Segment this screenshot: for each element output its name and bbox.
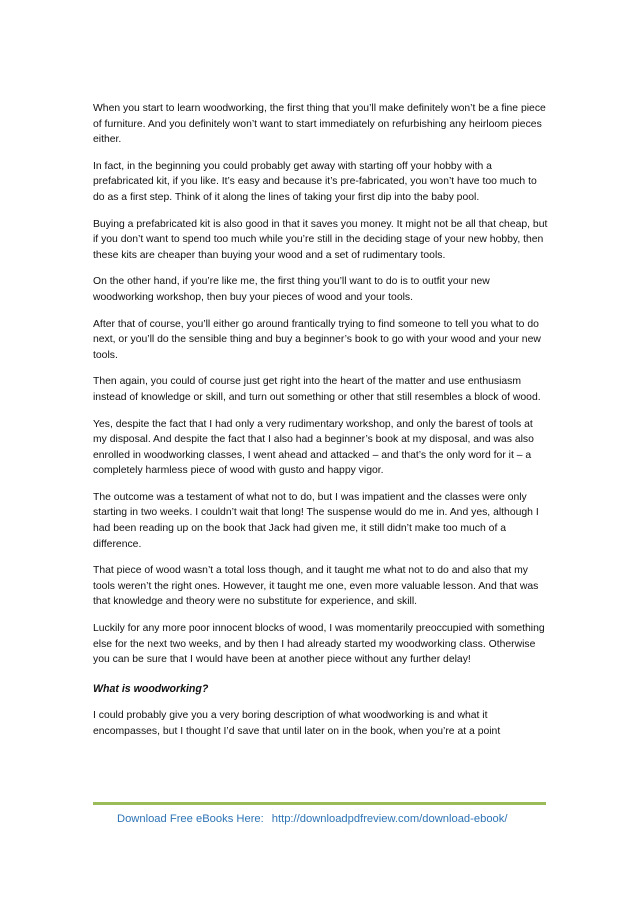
footer-label: Download Free eBooks Here: <box>117 813 264 825</box>
footer-link[interactable]: http://downloadpdfreview.com/download-ebook/ <box>271 813 508 825</box>
paragraph-8: The outcome was a testament of what not to do, but I was impatient and the classes were only starting in two weeks. I couldn’t wait that long! The suspense would do me in. And yes, although I had been reading up on the book that Jack had given me, it still didn’t make too much of a difference. <box>93 491 539 550</box>
footer <box>117 812 507 826</box>
page-content <box>93 101 548 751</box>
paragraph-4: On the other hand, if you’re like me, the first thing you’ll want to do is to outfit your new woodworking workshop, then buy your pieces of wood and your tools. <box>93 276 490 303</box>
paragraph-5: After that of course, you’ll either go around frantically trying to find someone to tell you what to do next, or you’ll do the sensible thing and buy a beginner’s book to go with your wood and your new tools. <box>93 318 541 361</box>
paragraph-1: When you start to learn woodworking, the first thing that you’ll make definitely won’t be a fine piece of furniture. And you definitely won’t want to start immediately on refurbishing any heirloom pieces either. <box>93 103 546 146</box>
paragraph-2: In fact, in the beginning you could probably get away with starting off your hobby with a prefabricated kit, if you like. It’s easy and because it’s pre-fabricated, you won’t have too much to do as a first step. Think of it along the lines of taking your first dip into the baby pool. <box>93 160 537 203</box>
paragraph-6: Then again, you could of course just get right into the heart of the matter and use enthusiasm instead of knowledge or skill, and turn out something or other that still resembles a block of wood. <box>93 376 541 403</box>
footer-divider <box>93 802 546 805</box>
paragraph-9: That piece of wood wasn’t a total loss though, and it taught me what not to do and also that my tools weren’t the right ones. However, it taught me one, even more valuable lesson. And that was that knowledge and theory were no substitute for experience, and skill. <box>93 565 539 608</box>
paragraph-10: Luckily for any more poor innocent blocks of wood, I was momentarily preoccupied with something else for the next two weeks, and by then I had already started my woodworking class. Otherwise you can be sure that I would have been at another piece without any further delay! <box>93 623 545 666</box>
paragraph-7: Yes, despite the fact that I had only a very rudimentary workshop, and only the barest of tools at my disposal. And despite the fact that I also had a beginner’s book at my disposal, and was also enrolled in woodworking classes, I went ahead and attacked – and that’s the only word for it – a completely harmless piece of wood with gusto and happy vigor. <box>93 418 534 477</box>
paragraph-3: Buying a prefabricated kit is also good in that it saves you money. It might not be all that cheap, but if you don’t want to spend too much while you’re still in the deciding stage of your new hobby, then these kits are cheaper than buying your wood and a set of rudimentary tools. <box>93 218 548 261</box>
paragraph-11: I could probably give you a very boring description of what woodworking is and what it encompasses, but I thought I’d save that until later on in the book, when you’re at a point <box>93 710 501 737</box>
section-heading: What is woodworking? <box>93 682 209 695</box>
